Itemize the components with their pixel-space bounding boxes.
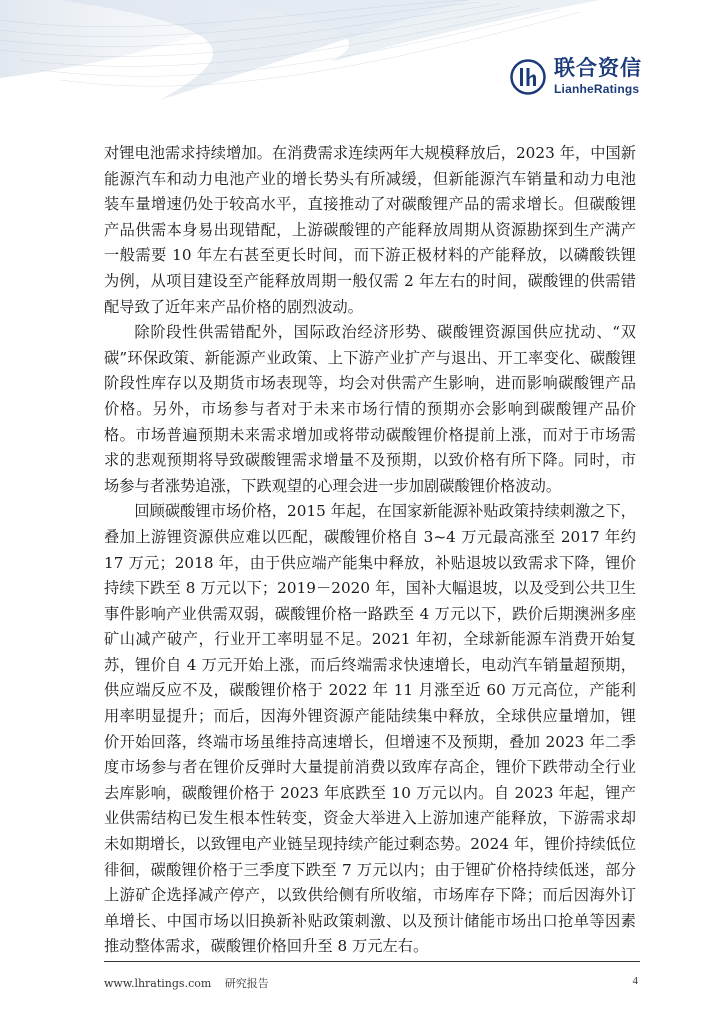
footer-website-link[interactable]: www.lhratings.com (104, 977, 212, 990)
footer-report-type: 研究报告 (224, 977, 269, 990)
lianhe-logo-icon (510, 59, 546, 95)
brand-name-en: LianheRatings (554, 82, 640, 96)
page-number: 4 (632, 975, 638, 987)
paragraph-3: 回顾碳酸锂市场价格，2015 年起，在国家新能源补贴政策持续刺激之下，叠加上游锂资源供应难以匹配，碳酸锂价格自 3~4 万元最高涨至 2017 年约 17 万元；2018 年，由于供应端产能集中释放，补贴退坡以致需求下降，锂价持续下跌至 8 万元以下；2019－2020 年，国补大幅退坡，以及受到公共卫生事件影响产业供需双弱，碳酸锂价格一路跌至 4 万元以下，跌价后期澳洲多座矿山减产破产，行业开工率明显不足。2021 年初，全球新能源车消费开始复苏，锂价自 4 万元开始上涨，而后终端需求快速增长，电动汽车销量超预期，供应端反应不及，碳酸锂价格于 2022 年 11 月涨至近 60 万元高位，产能利用率明显提升；而后，因海外锂资源产能陆续集中释放，全球供应量增加，锂价开始回落，终端市场虽维持高速增长，但增速不及预期，叠加 2023 年二季度市场参与者在锂价反弹时大量提前消费以致库存高企，锂价下跌带动全行业去库影响，碳酸锂价格于 2023 年底跌至 10 万元以内。自 2023 年起，锂产业供需结构已发生根本性转变，资金大举进入上游加速产能释放，下游需求却未如期增长，以致锂电产业链呈现持续产能过剩态势。2024 年，锂价持续低位徘徊，碳酸锂价格于三季度下跌至 7 万元以内；由于锂矿价格持续低迷，部分上游矿企选择减产停产，以致供给侧有所收缩，市场库存下降；而后因海外订单增长、中国市场以旧换新补贴政策刺激、以及预计储能市场出口抢单等因素推动整体需求，碳酸锂价格回升至 8 万元左右。 (104, 502, 636, 956)
paragraph-2: 除阶段性供需错配外，国际政治经济形势、碳酸锂资源国供应扰动、“双碳”环保政策、新能源产业政策、上下游产业扩产与退出、开工率变化、碳酸锂阶段性库存以及期货市场表现等，均会对供需产生影响，进而影响碳酸锂产品价格。另外，市场参与者对于未来市场行情的预期亦会影响到碳酸锂产品价格。市场普遍预期未来需求增加或将带动碳酸锂价格提前上涨，而对于市场需求的悲观预期将导致碳酸锂需求增量不及预期，以致价格有所下降。同时，市场参与者涨势追涨，下跌观望的心理会进一步加剧碳酸锂价格波动。 (104, 323, 636, 495)
footer-info (104, 975, 279, 991)
paragraph-1: 对锂电池需求持续增加。在消费需求连续两年大规模释放后，2023 年，中国新能源汽车和动力电池产业的增长势头有所减缓，但新能源汽车销量和动力电池装车量增速仍处于较高水平，直接推动了对碳酸锂产品的需求增长。但碳酸锂产品供需本身易出现错配，上游碳酸锂的产能释放周期从资源勘探到生产满产一般需要 10 年左右甚至更长时间，而下游正极材料的产能释放，以磷酸铁锂为例，从项目建设至产能释放周期一般仅需 2 年左右的时间，碳酸锂的供需错配导致了近年来产品价格的剧烈波动。 (104, 144, 636, 316)
brand-name-cn: 联合资信 (554, 56, 642, 80)
body-text (104, 141, 636, 960)
brand-logo (510, 58, 642, 95)
footer-divider (104, 961, 640, 962)
